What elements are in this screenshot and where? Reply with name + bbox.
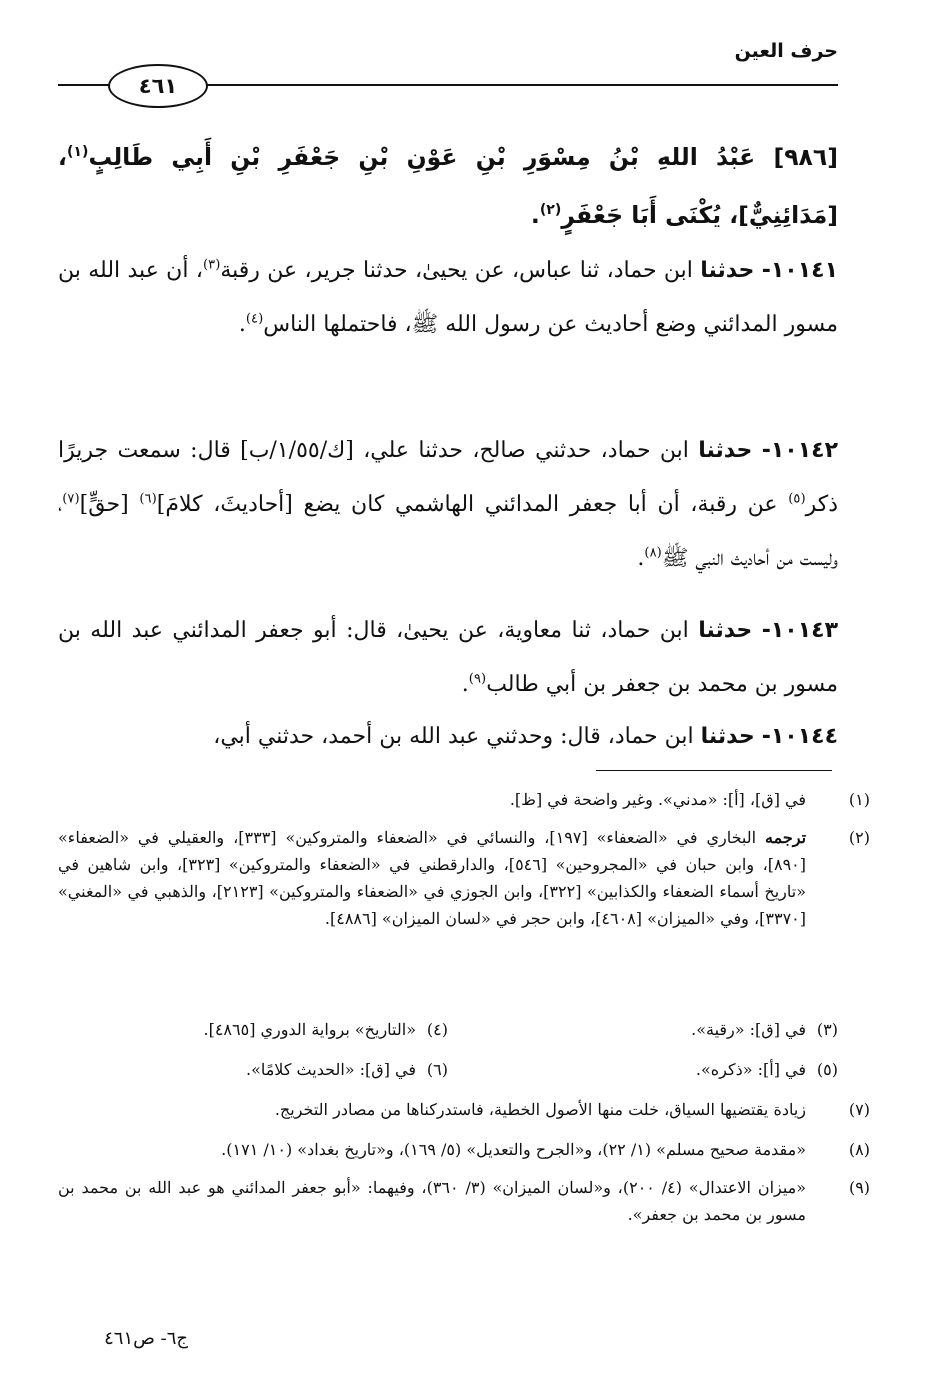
hadith-10143 <box>58 604 838 712</box>
footnote-text: زيادة يقتضيها السياق، خلت منها الأصول الخطية، فاستدركناها من مصادر التخريج. <box>274 1100 806 1119</box>
page-number: ٤٦١ <box>138 74 178 98</box>
entry-title <box>58 128 838 244</box>
footnote-text: في [ق]: «رقية». <box>691 1020 806 1039</box>
hadith-text: . <box>637 546 645 571</box>
volume-page-reference: ج٦- ص٤٦١ <box>104 1328 188 1349</box>
footnote-ref: (٦) <box>139 491 157 507</box>
footnote-text: في [ق]: «الحديث كلامًا». <box>245 1060 416 1079</box>
hadith-number: ١٠١٤١- <box>761 258 839 283</box>
footnote-6 <box>58 1056 448 1083</box>
footnote-number: (٤) <box>426 1020 448 1039</box>
footnote-ref: (١) <box>66 144 89 161</box>
chapter-title: حرف العين <box>734 40 838 62</box>
footnote-keyword: ترجمه <box>765 828 807 847</box>
footnote-number: (٦) <box>426 1060 448 1079</box>
footnote-ref: (٥) <box>788 491 806 507</box>
footnotes-separator <box>596 770 832 771</box>
footnote-ref: (٣) <box>202 257 221 273</box>
hadith-number: ١٠١٤٢- <box>761 438 838 463</box>
footnote-text: «مقدمة صحيح مسلم» (١/ ٢٢)، و«الجرح والتعديل» (٥/ ١٦٩)، و«تاريخ بغداد» (١٠/ ١٧١). <box>221 1140 806 1159</box>
footnote-text: «التاريخ» برواية الدوري [٤٨٦٥]. <box>203 1020 416 1039</box>
footnote-ref: (٩) <box>468 671 487 687</box>
narration-keyword: حدثنا <box>698 618 753 643</box>
footnotes-5-6 <box>58 1056 838 1083</box>
hadith-10144 <box>58 710 838 764</box>
footnote-8 <box>58 1136 870 1163</box>
footnote-number: (٩) <box>848 1178 871 1197</box>
entry-title-line1: [٩٨٦] عَبْدُ اللهِ بْنُ مِسْوَرِ بْنِ عَوْنِ بْنِ جَعْفَرِ بْنِ أَبِي طَالِبٍ <box>88 143 838 171</box>
footnote-text: «ميزان الاعتدال» (٤/ ٢٠٠)، و«لسان الميزان» (٣/ ٣٦٠)، وفيهما: «أبو جعفر المدائني هو عبد الله بن محمد بن مسور بن محمد بن جعفر». <box>58 1178 807 1224</box>
footnote-9 <box>58 1174 871 1228</box>
footnote-text: البخاري في «الضعفاء» [١٩٧]، والنسائي في «الضعفاء والمتروكين» [٣٣٣]، والعقيلي في «الضعفاء» [٨٩٠]، وابن حبان في «المجروحين» [٥٤٦]، والدارقطني في «الضعفاء والمتروكين» [٣٢٣]، وابن شاهين في «تاريخ أسماء الضعفاء والكذابين» [٣٢٢]، وابن الجوزي في «الضعفاء والمتروكين» [٢١٢٣]، والذهبي في «المغني» [٣٣٧٠]، وفي «الميزان» [٤٦٠٨]، وابن حجر في «لسان الميزان» [٤٨٨٦]. <box>58 828 807 928</box>
hadith-text: ابن حماد، قال: وحدثني عبد الله بن أحمد، حدثني أبي، <box>213 724 694 749</box>
entry-title-end: . <box>530 201 540 229</box>
footnote-ref: (٤) <box>245 311 264 327</box>
footnote-text: في [أ]: «ذكره». <box>695 1060 806 1079</box>
footnote-4 <box>58 1016 448 1043</box>
footnote-5 <box>448 1056 838 1083</box>
entry-title-mid: ، [مَدَائِنِيٌّ] <box>58 143 838 229</box>
footnote-3 <box>448 1016 838 1043</box>
hadith-10142 <box>58 424 838 586</box>
hadith-number: ١٠١٤٤- <box>761 724 838 749</box>
narration-keyword: حدثنا <box>698 438 753 463</box>
hadith-text: ، أن عبد الله بن مسور المدائني وضع أحاديث عن رسول الله ﷺ، فاحتملها الناس <box>58 258 838 337</box>
footnote-number: (٢) <box>848 828 871 847</box>
footnote-number: (٣) <box>816 1020 838 1039</box>
narration-keyword: حدثنا <box>700 724 755 749</box>
footnotes-3-4 <box>58 1016 838 1043</box>
hadith-text: . <box>461 672 469 697</box>
hadith-text: [حقٍّ] <box>79 492 140 517</box>
footnote-7 <box>58 1096 870 1123</box>
footnote-ref: (٨) <box>644 545 662 561</box>
hadith-number: ١٠١٤٣- <box>761 618 839 643</box>
hadith-text: . <box>238 312 246 337</box>
hadith-text: عن رقبة، أن أبا جعفر المدائني الهاشمي كان يضع [أحاديثَ، كلامَ] <box>156 492 789 517</box>
footnote-text: في [ق]، [أ]: «مدني». وغير واضحة في [ظ]. <box>509 790 806 809</box>
footnote-1 <box>58 786 870 813</box>
hadith-text: ابن حماد، حدثني صالح، حدثنا علي، [ك/١/٥٥/ب] قال: سمعت جريرًا ذكر <box>58 438 839 517</box>
footnote-number: (٥) <box>816 1060 838 1079</box>
hadith-text: ابن حماد، ثنا معاوية، عن يحيىٰ، قال: أبو جعفر المدائني عبد الله بن مسور بن محمد بن جعفر بن أبي طالب <box>58 618 838 697</box>
footnote-number: (٨) <box>848 1140 870 1159</box>
footnote-number: (٧) <box>848 1100 870 1119</box>
hadith-10141 <box>58 244 838 352</box>
narration-keyword: حدثنا <box>700 258 755 283</box>
footnote-number: (١) <box>848 790 870 809</box>
footnote-ref: (٧) <box>62 491 80 507</box>
entry-title-line2: ، يُكْنَى أَبَا جَعْفَرٍ <box>561 201 739 229</box>
hadith-text: ، وليست من أحاديث النبي ﷺ <box>58 492 838 571</box>
hadith-text: ابن حماد، ثنا عباس، عن يحيىٰ، حدثنا جرير، عن رقبة <box>220 258 693 283</box>
footnote-ref: (٢) <box>539 202 562 219</box>
page-number-badge <box>108 64 208 108</box>
footnote-2 <box>58 824 871 932</box>
